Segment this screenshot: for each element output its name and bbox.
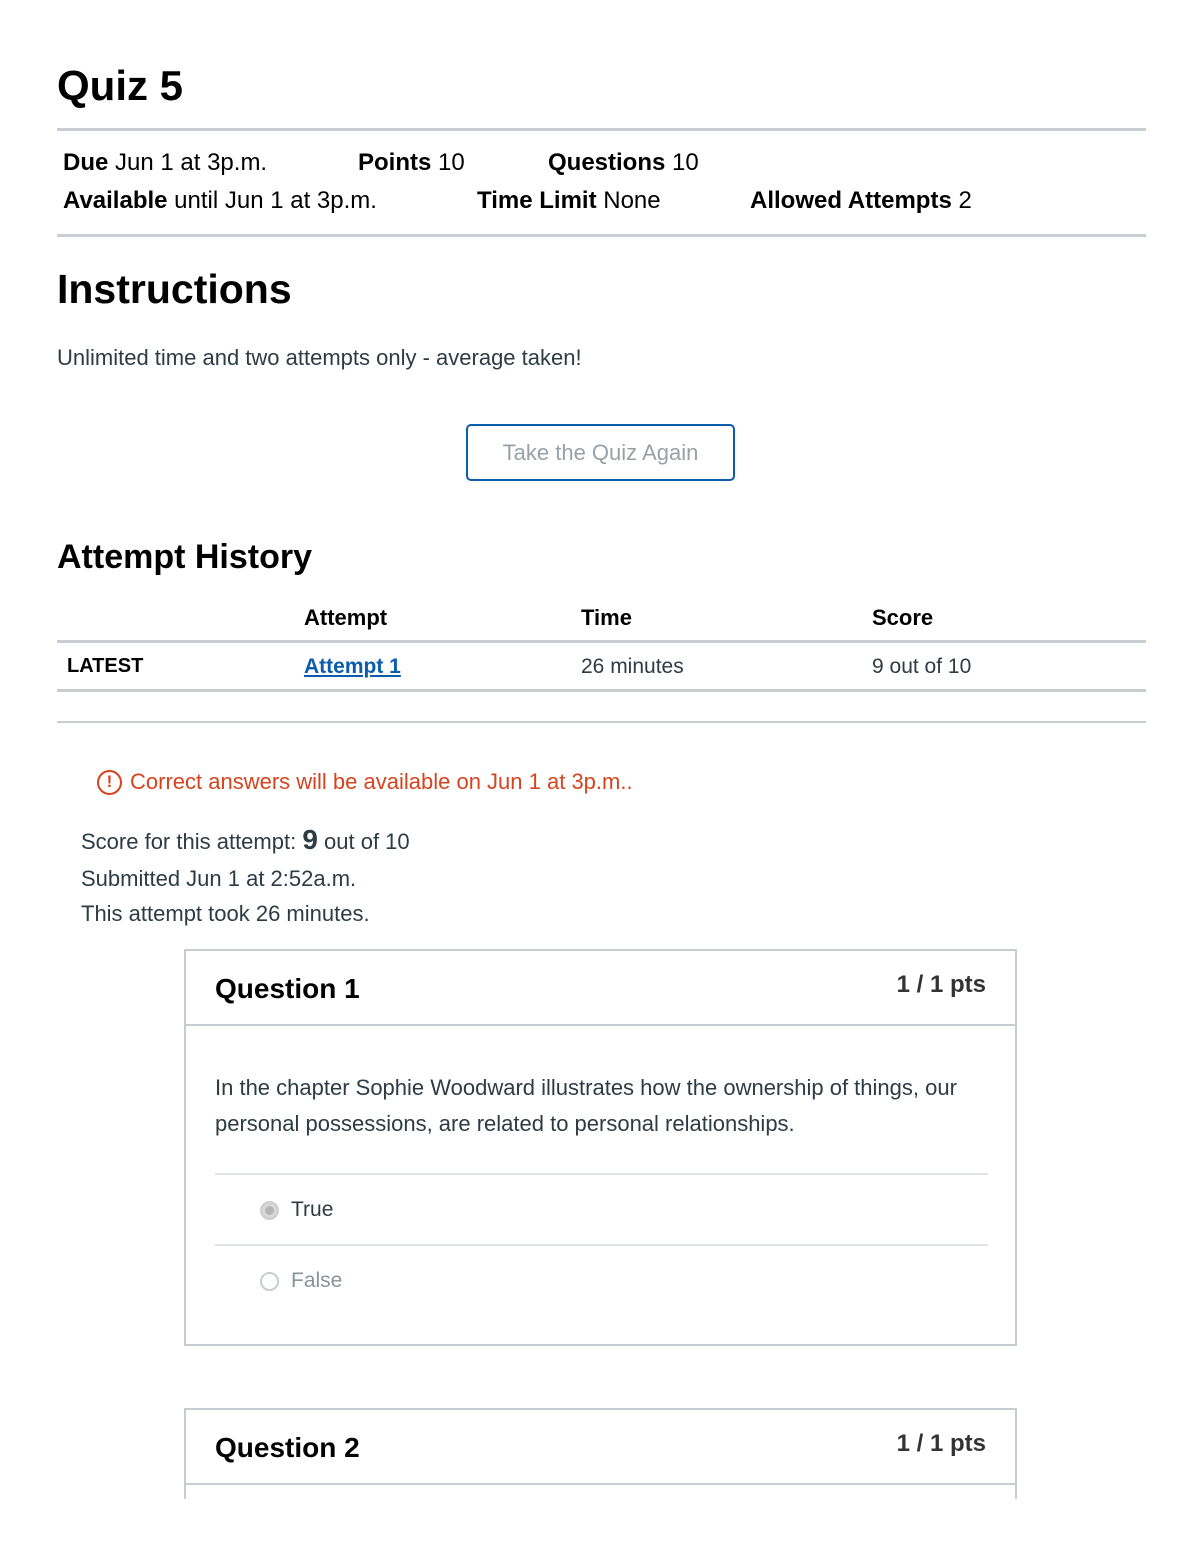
time-cell: 26 minutes <box>581 655 684 678</box>
take-quiz-again-button[interactable]: Take the Quiz Again <box>466 424 735 481</box>
instructions-heading: Instructions <box>57 266 292 312</box>
instructions-text: Unlimited time and two attempts only - average taken! <box>57 345 582 370</box>
notice-text: Correct answers will be available on Jun 1 at 3p.m.. <box>130 769 633 794</box>
available-label: Available <box>63 187 168 214</box>
column-header-attempt: Attempt <box>304 605 388 630</box>
time-limit-value: None <box>603 187 661 214</box>
question-card <box>184 1408 1017 1499</box>
attempts-label: Allowed Attempts <box>750 187 952 214</box>
questions-info <box>548 149 699 177</box>
alert-circle-icon: ! <box>97 770 122 795</box>
question-title: Question 1 <box>215 973 360 1004</box>
answer-label: False <box>291 1269 343 1292</box>
attempt-link[interactable]: Attempt 1 <box>304 655 401 678</box>
attempt-score <box>81 824 410 856</box>
latest-tag: LATEST <box>67 655 144 677</box>
attempt-cell <box>304 655 401 679</box>
divider <box>57 128 1146 131</box>
table-row-divider <box>57 689 1146 692</box>
question-points: 1 / 1 pts <box>896 1430 986 1457</box>
time-limit-label: Time Limit <box>477 187 597 214</box>
divider <box>57 234 1146 237</box>
points-info <box>358 149 465 177</box>
due-info <box>63 149 267 177</box>
column-header-score: Score <box>872 605 934 630</box>
question-points: 1 / 1 pts <box>896 971 986 998</box>
questions-label: Questions <box>548 149 666 176</box>
divider <box>215 1244 988 1246</box>
question-title: Question 2 <box>215 1432 360 1463</box>
column-header-time: Time <box>581 605 632 630</box>
time-limit-info <box>477 187 661 215</box>
score-prefix: Score for this attempt: <box>81 829 297 854</box>
score-cell: 9 out of 10 <box>872 655 972 678</box>
divider <box>57 721 1146 723</box>
attempts-value: 2 <box>958 187 972 214</box>
radio-unselected-icon[interactable] <box>260 1272 279 1291</box>
table-header-divider <box>57 640 1146 643</box>
answer-option-false[interactable] <box>260 1269 342 1293</box>
attempt-duration: This attempt took 26 minutes. <box>81 901 370 926</box>
questions-value: 10 <box>672 149 699 176</box>
question-card <box>184 949 1017 1346</box>
score-suffix: out of 10 <box>324 829 410 854</box>
points-value: 10 <box>438 149 465 176</box>
answers-availability-notice <box>97 769 633 795</box>
due-label: Due <box>63 149 109 176</box>
divider <box>215 1173 988 1175</box>
submitted-time: Submitted Jun 1 at 2:52a.m. <box>81 866 357 891</box>
available-value: until Jun 1 at 3p.m. <box>174 187 377 214</box>
available-info <box>63 187 377 215</box>
question-header <box>186 1410 1015 1485</box>
radio-selected-icon[interactable] <box>260 1201 279 1220</box>
answer-label: True <box>291 1198 334 1221</box>
page-title: Quiz 5 <box>57 62 184 109</box>
question-header <box>186 951 1015 1026</box>
attempts-info <box>750 187 972 215</box>
due-value: Jun 1 at 3p.m. <box>115 149 268 176</box>
question-body <box>186 1026 1015 1344</box>
points-label: Points <box>358 149 432 176</box>
score-value: 9 <box>302 824 318 855</box>
answer-option-true[interactable] <box>260 1198 333 1222</box>
question-text: In the chapter Sophie Woodward illustrates how the ownership of things, our personal possessions, are related to personal relationships. <box>215 1075 957 1136</box>
attempt-history-heading: Attempt History <box>57 538 313 576</box>
